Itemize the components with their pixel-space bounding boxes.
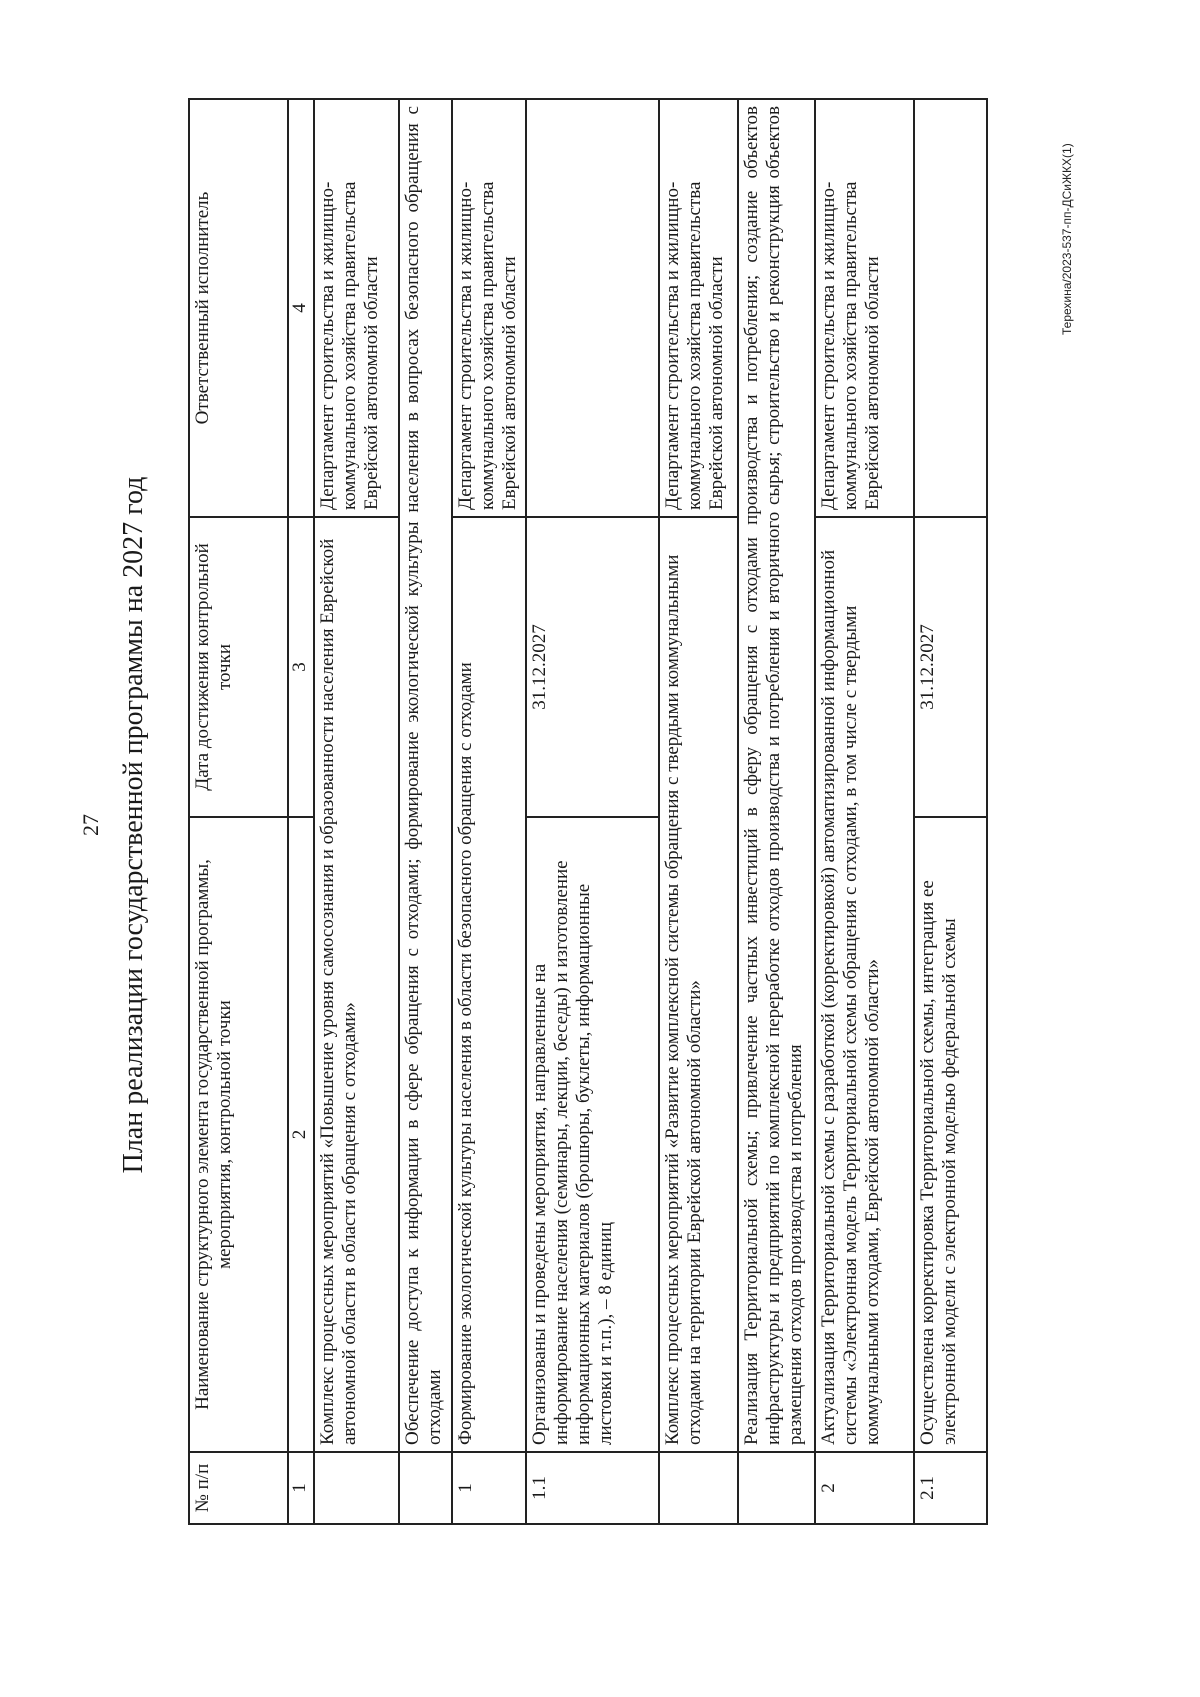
item2-no: 2 bbox=[815, 1452, 914, 1524]
column-number: 4 bbox=[288, 99, 314, 517]
column-number: 2 bbox=[288, 817, 314, 1452]
row-no-cell bbox=[399, 1452, 452, 1524]
header-no: № п/п bbox=[189, 1452, 288, 1524]
table-row bbox=[399, 99, 452, 1524]
header-name: Наименование структурного элемента государственной программы, мероприятия, контрольной точки bbox=[189, 817, 288, 1452]
task2-text: Реализация Территориальной схемы; привлечение частных инвестиций в сферу обращения с отходами производства и потребления; создание объектов инфраструктуры и предприятий по комплексной переработке отходов производства и потребления и вторичного сырья; строительство и реконструкция объектов размещения отходов производства и потребления bbox=[738, 99, 815, 1452]
table-row bbox=[659, 99, 738, 1524]
table-header-row bbox=[189, 99, 288, 1524]
item1-1-no: 1.1 bbox=[526, 1452, 659, 1524]
table-row bbox=[314, 99, 399, 1524]
row-no-cell bbox=[314, 1452, 399, 1524]
table-row bbox=[738, 99, 815, 1524]
item1-1-responsible bbox=[526, 99, 659, 517]
table-row bbox=[526, 99, 659, 1524]
item1-no: 1 bbox=[452, 1452, 526, 1524]
item2-1-responsible bbox=[914, 99, 987, 517]
column-number: 3 bbox=[288, 517, 314, 817]
column-number-row bbox=[288, 99, 314, 1524]
document-watermark: Терехина/2023-537-пп-ДСиЖКХ(1) bbox=[1060, 143, 1074, 335]
table-row bbox=[914, 99, 987, 1524]
row-no-cell bbox=[659, 1452, 738, 1524]
item1-1-name: Организованы и проведены мероприятия, направленные на информирование населения (семинары, лекции, беседы) и изготовление информационных материалов (брошюры, буклеты, информационные листовки и т.п.), – 8 единиц bbox=[526, 817, 659, 1452]
complex1-responsible: Департамент строительства и жилищно-коммунального хозяйства правительства Еврейской автономной области bbox=[314, 99, 399, 517]
header-responsible: Ответственный исполнитель bbox=[189, 99, 288, 517]
complex2-name: Комплекс процессных мероприятий «Развитие комплексной системы обращения с твердыми коммунальными отходами на территории Еврейской автономной области» bbox=[659, 517, 738, 1452]
item1-1-date: 31.12.2027 bbox=[526, 517, 659, 817]
header-date: Дата достижения контрольной точки bbox=[189, 517, 288, 817]
document-title: План реализации государственной программы на 2027 год bbox=[118, 476, 149, 1174]
program-plan-table bbox=[188, 98, 988, 1525]
item1-name: Формирование экологической культуры населения в области безопасного обращения с отходами bbox=[452, 517, 526, 1452]
table-row bbox=[452, 99, 526, 1524]
row-no-cell bbox=[738, 1452, 815, 1524]
column-number: 1 bbox=[288, 1452, 314, 1524]
complex1-name: Комплекс процессных мероприятий «Повышение уровня самосознания и образованности населения Еврейской автономной области в области обращения с отходами» bbox=[314, 517, 399, 1452]
item1-responsible: Департамент строительства и жилищно-коммунального хозяйства правительства Еврейской автономной области bbox=[452, 99, 526, 517]
item2-responsible: Департамент строительства и жилищно-коммунального хозяйства правительства Еврейской автономной области bbox=[815, 99, 914, 517]
table-row bbox=[815, 99, 914, 1524]
page-number: 27 bbox=[78, 814, 103, 836]
item2-1-no: 2.1 bbox=[914, 1452, 987, 1524]
item2-1-name: Осуществлена корректировка Территориальной схемы, интеграция ее электронной модели с электронной моделью федеральной схемы bbox=[914, 817, 987, 1452]
item2-1-date: 31.12.2027 bbox=[914, 517, 987, 817]
complex2-responsible: Департамент строительства и жилищно-коммунального хозяйства правительства Еврейской автономной области bbox=[659, 99, 738, 517]
item2-name: Актуализация Территориальной схемы с разработкой (корректировкой) автоматизированной информационной системы «Электронная модель Территориальной схемы обращения с отходами, в том числе с твердыми коммунальными отходами, Еврейской автономной области» bbox=[815, 517, 914, 1452]
task1-text: Обеспечение доступа к информации в сфере обращения с отходами; формирование экологической культуры населения в вопросах безопасного обращения с отходами bbox=[399, 99, 452, 1452]
